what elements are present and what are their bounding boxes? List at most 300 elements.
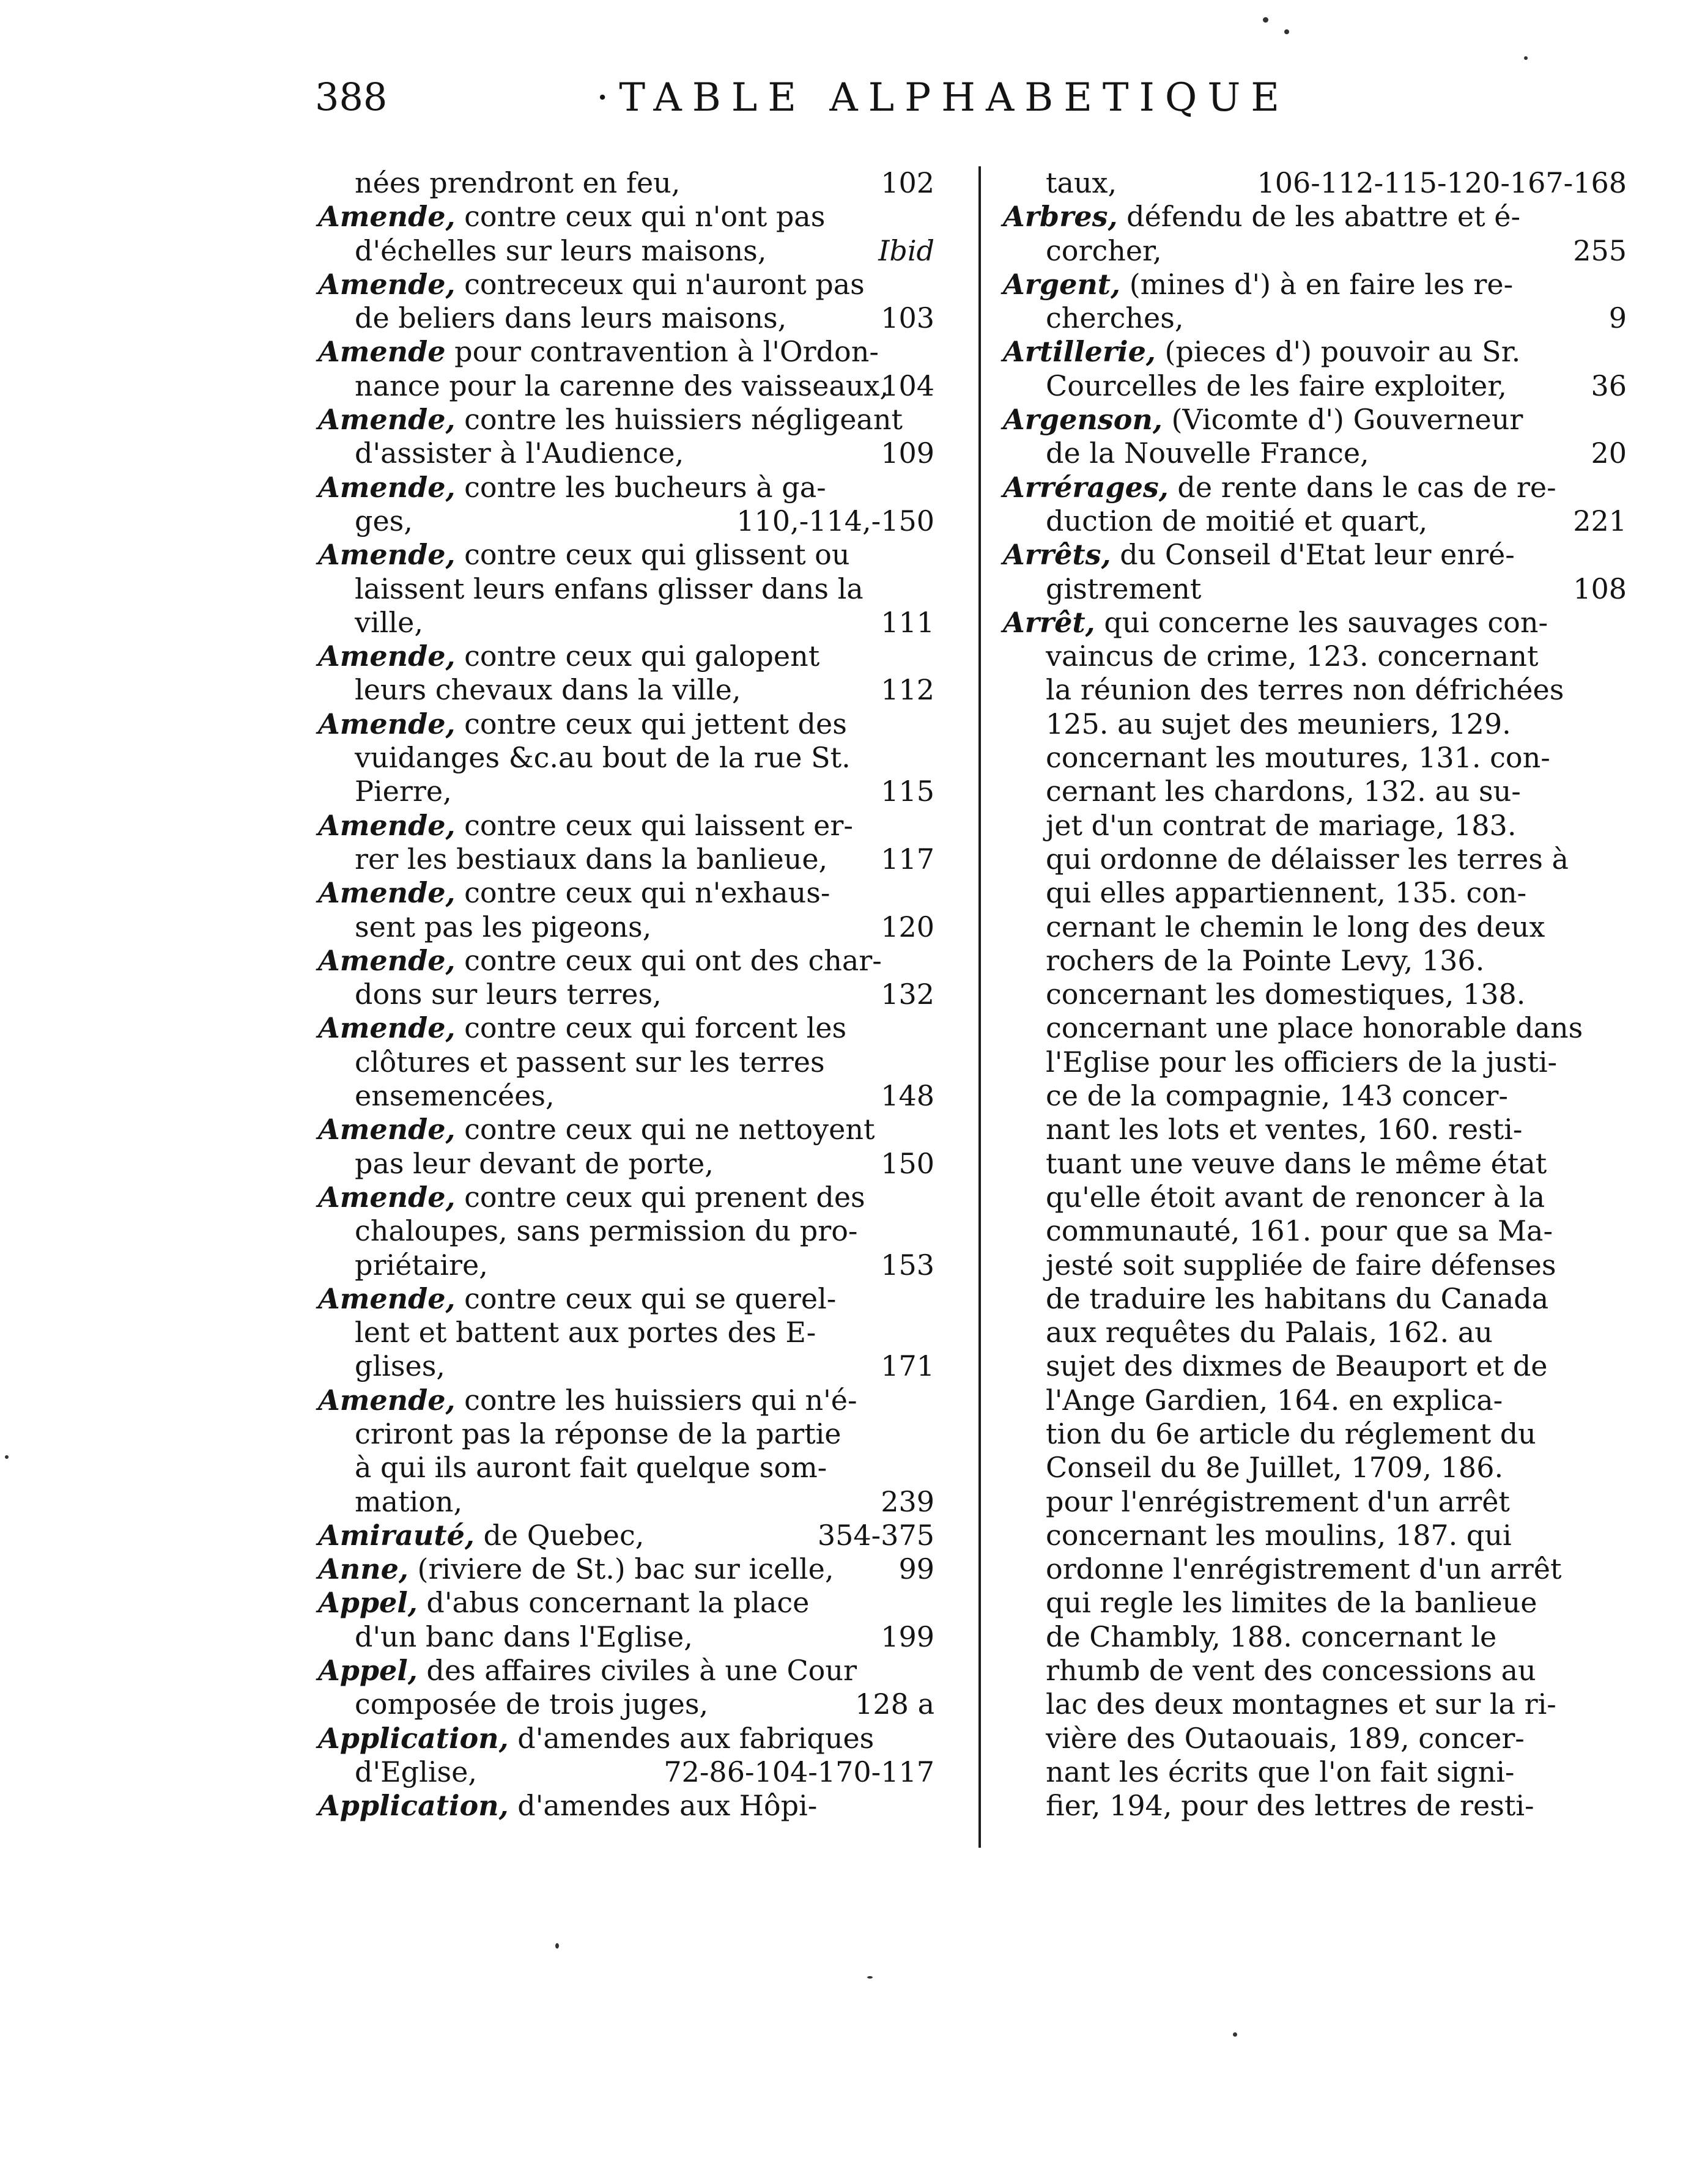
entry-text [1046, 369, 1507, 403]
index-line [318, 1011, 934, 1045]
entry-headword: Amende, [318, 640, 456, 673]
entry-description: Conseil du 8e Juillet, 1709, 186. [1046, 1451, 1504, 1485]
entry-description: taux, [1046, 166, 1117, 199]
index-line [1003, 1249, 1627, 1282]
entry-text [318, 1519, 644, 1552]
scan-speck [1524, 56, 1528, 60]
index-line [1003, 944, 1627, 978]
index-line [1003, 707, 1627, 741]
entry-text [355, 1620, 693, 1654]
entry-page-ref: 148 [881, 1079, 934, 1113]
entry-headword: Artillerie, [1003, 335, 1156, 369]
index-line [1003, 1722, 1627, 1755]
entry-page-ref: 106-112-115-120-167-168 [1257, 166, 1627, 199]
entry-text [1003, 335, 1520, 369]
entry-text [355, 504, 413, 538]
entry-text [355, 775, 452, 808]
entry-description: d'Eglise, [355, 1755, 477, 1788]
index-line [1003, 1384, 1627, 1417]
index-line [1003, 1519, 1627, 1552]
index-line [1003, 437, 1627, 470]
entry-headword: Argenson, [1003, 403, 1163, 437]
entry-description: gistrement [1046, 572, 1202, 605]
entry-text [355, 1079, 555, 1113]
index-line [318, 1079, 934, 1113]
entry-page-ref: 354-375 [817, 1518, 934, 1552]
entry-text [1046, 1586, 1537, 1620]
column-divider [978, 166, 981, 1848]
index-line [1003, 166, 1627, 200]
entry-headword: Argent, [1003, 267, 1121, 301]
entry-page-ref: 72-86-104-170-117 [664, 1755, 934, 1788]
entry-text [1046, 166, 1117, 200]
entry-headword: Arrêt, [1003, 605, 1095, 639]
entry-text [1046, 673, 1564, 707]
entry-description: ce de la compagnie, 143 concer- [1046, 1079, 1508, 1113]
entry-text [355, 978, 662, 1011]
entry-description: composée de trois juges, [355, 1688, 709, 1721]
entry-text [355, 572, 864, 606]
index-line [1003, 1485, 1627, 1519]
entry-description: contre ceux qui jettent des [455, 707, 847, 740]
index-line [318, 437, 934, 470]
entry-description: cernant les chardons, 132. au su- [1046, 775, 1521, 808]
scan-speck [1233, 2032, 1237, 2037]
entry-page-ref: 103 [881, 301, 934, 335]
index-line [1003, 673, 1627, 707]
index-line [318, 843, 934, 876]
scan-speck [1284, 29, 1289, 34]
index-line [1003, 843, 1627, 876]
index-line [1003, 775, 1627, 808]
index-line [1003, 1147, 1627, 1181]
scan-speck [1263, 17, 1268, 23]
entry-headword: Appel, [318, 1586, 418, 1620]
entry-page-ref: 115 [881, 775, 934, 808]
entry-text [355, 843, 827, 876]
entry-text [318, 1654, 857, 1688]
entry-text [355, 1214, 857, 1248]
entry-text [1046, 1417, 1536, 1451]
index-line [1003, 1011, 1627, 1045]
entry-description: concernant les moulins, 187. qui [1046, 1518, 1512, 1552]
entry-text [1046, 1282, 1548, 1316]
index-line [318, 775, 934, 808]
entry-text [1046, 1349, 1548, 1383]
entry-text [318, 1586, 809, 1620]
entry-description: (mines d') à en faire les re- [1120, 267, 1514, 301]
entry-text [318, 944, 882, 978]
scan-speck [5, 1455, 9, 1459]
entry-page-ref: 255 [1573, 234, 1627, 267]
entry-text [318, 1181, 865, 1214]
index-line [1003, 1079, 1627, 1113]
entry-description: criront pas la réponse de la partie [355, 1417, 841, 1450]
entry-page-ref: 110,-114,-150 [736, 504, 934, 537]
entry-headword: Amende, [318, 470, 456, 504]
entry-text [1046, 944, 1484, 978]
index-line [318, 944, 934, 978]
index-line [318, 1316, 934, 1349]
entry-text [1046, 1046, 1557, 1079]
entry-description: contre ceux qui se querel- [455, 1282, 837, 1315]
entry-description: de rente dans le cas de re- [1168, 470, 1556, 504]
entry-page-ref: 239 [881, 1485, 934, 1518]
entry-text [1046, 1384, 1503, 1417]
entry-headword: Amende, [318, 1383, 456, 1417]
index-line [318, 471, 934, 504]
entry-description: d'un banc dans l'Eglise, [355, 1620, 693, 1653]
entry-text [318, 335, 879, 369]
entry-text [1046, 1316, 1493, 1349]
index-line [1003, 1789, 1627, 1823]
entry-text [355, 673, 741, 707]
index-line [318, 1282, 934, 1316]
entry-headword: Amende, [318, 1180, 456, 1214]
entry-text [1046, 640, 1538, 673]
entry-headword: Amende, [318, 267, 456, 301]
index-line [1003, 471, 1627, 504]
index-line [318, 1586, 934, 1620]
entry-description: la réunion des terres non défrichées [1046, 673, 1564, 707]
entry-headword: Amende, [318, 808, 456, 842]
entry-text [1003, 200, 1520, 234]
entry-description: défendu de les abattre et é- [1117, 200, 1521, 234]
index-line [1003, 1620, 1627, 1654]
entry-page-ref: 171 [881, 1349, 934, 1383]
index-line [318, 1214, 934, 1248]
entry-description: pour l'enrégistrement d'un arrêt [1046, 1485, 1510, 1518]
index-line [1003, 910, 1627, 944]
index-line [1003, 335, 1627, 369]
entry-text [318, 1384, 857, 1417]
entry-description: cernant le chemin le long des deux [1046, 910, 1545, 943]
index-line [318, 978, 934, 1011]
entry-text [1046, 1214, 1553, 1248]
entry-text [355, 166, 680, 200]
index-line [318, 910, 934, 944]
entry-text [1046, 1688, 1556, 1721]
entry-text [318, 1011, 846, 1045]
entry-description: (Vicomte d') Gouverneur [1162, 403, 1523, 437]
entry-description: lent et battent aux portes des E- [355, 1316, 816, 1349]
entry-description: communauté, 161. pour que sa Ma- [1046, 1214, 1553, 1248]
entry-page-ref: 132 [881, 978, 934, 1011]
entry-text [318, 1282, 836, 1316]
entry-description: de la Nouvelle France, [1046, 437, 1369, 470]
entry-headword: Arrêts, [1003, 538, 1111, 572]
entry-description: qu'elle étoit avant de renoncer à la [1046, 1180, 1545, 1214]
entry-text [318, 403, 903, 437]
entry-text [1046, 843, 1569, 876]
index-line [318, 1147, 934, 1181]
entry-text [1046, 301, 1183, 335]
index-line [318, 1485, 934, 1519]
entry-description: nant les écrits que l'on fait signi- [1046, 1755, 1515, 1788]
entry-text [1046, 1755, 1514, 1789]
entry-description: (pieces d') pouvoir au Sr. [1155, 335, 1521, 369]
entry-description: leurs chevaux dans la ville, [355, 673, 741, 707]
entry-text [1046, 1789, 1534, 1823]
entry-headword: Amirauté, [318, 1518, 475, 1552]
index-line [318, 1046, 934, 1079]
entry-description: contre ceux qui glissent ou [455, 538, 850, 572]
entry-page-ref: 36 [1591, 369, 1627, 402]
index-line [318, 301, 934, 335]
index-line [318, 369, 934, 403]
left-column [318, 166, 934, 1823]
index-line [1003, 1113, 1627, 1146]
entry-text [318, 707, 847, 741]
index-line [318, 809, 934, 843]
entry-description: l'Ange Gardien, 164. en explica- [1046, 1383, 1503, 1417]
entry-description: vaincus de crime, 123. concernant [1046, 640, 1539, 673]
entry-headword: Amende [318, 335, 446, 369]
entry-description: d'échelles sur leurs maisons, [355, 234, 767, 267]
entry-description: concernant une place honorable dans [1046, 1011, 1583, 1045]
index-line [318, 1349, 934, 1383]
entry-text [355, 1485, 462, 1519]
entry-text [318, 538, 850, 572]
entry-description: nance pour la carenne des vaisseaux, [355, 369, 889, 402]
entry-headword: Amende, [318, 1113, 456, 1146]
index-line [1003, 1282, 1627, 1316]
entry-page-ref: 104 [881, 369, 934, 402]
entry-text [1046, 809, 1516, 843]
entry-text [1046, 775, 1521, 808]
index-line [1003, 403, 1627, 437]
entry-text [1046, 1181, 1545, 1214]
index-line [318, 1722, 934, 1755]
entry-page-ref: 120 [881, 910, 934, 943]
entry-text [318, 1113, 875, 1146]
entry-description: dons sur leurs terres, [355, 978, 662, 1011]
entry-page-ref: 108 [1573, 572, 1627, 605]
entry-text [318, 809, 853, 843]
entry-text [355, 1417, 841, 1451]
index-line [1003, 1552, 1627, 1586]
entry-description: contre ceux qui ont des char- [455, 943, 882, 977]
entry-text [1046, 1519, 1512, 1552]
entry-text [1003, 538, 1515, 572]
entry-description: ensemencées, [355, 1079, 555, 1113]
entry-text [318, 1789, 817, 1823]
entry-text [1046, 978, 1525, 1011]
entry-text [355, 1755, 477, 1789]
index-line [1003, 1586, 1627, 1620]
entry-description: concernant les moutures, 131. con- [1046, 741, 1550, 775]
entry-text [355, 1316, 816, 1349]
entry-description: d'assister à l'Audience, [355, 437, 684, 470]
index-line [1003, 268, 1627, 301]
entry-description: 125. au sujet des meuniers, 129. [1046, 707, 1511, 740]
entry-text [355, 1451, 827, 1485]
entry-text [318, 640, 819, 673]
entry-description: de beliers dans leurs maisons, [355, 301, 787, 335]
entry-description: contre les bucheurs à ga- [455, 470, 826, 504]
page-number: 388 [315, 75, 388, 119]
entry-text [355, 910, 651, 944]
entry-text [318, 268, 865, 301]
index-line [318, 1249, 934, 1282]
entry-description: Courcelles de les faire exploiter, [1046, 369, 1507, 402]
entry-description: des affaires civiles à une Cour [417, 1654, 857, 1688]
index-line [1003, 572, 1627, 606]
index-line [318, 1789, 934, 1823]
entry-description: qui regle les limites de la banlieue [1046, 1586, 1537, 1620]
entry-text [1046, 1654, 1536, 1688]
entry-description: ville, [355, 605, 423, 639]
entry-text [355, 1147, 714, 1181]
entry-text [355, 1046, 825, 1079]
entry-description: contre ceux qui n'ont pas [455, 200, 826, 234]
index-line [318, 1417, 934, 1451]
entry-description: vière des Outaouais, 189, concer- [1046, 1721, 1525, 1755]
index-line [1003, 1316, 1627, 1349]
entry-description: qui elles appartiennent, 135. con- [1046, 876, 1527, 910]
index-line [318, 876, 934, 910]
entry-description: cherches, [1046, 301, 1184, 335]
entry-description: de Quebec, [474, 1518, 645, 1552]
entry-description: contre les huissiers négligeant [455, 403, 903, 437]
entry-text [318, 1722, 874, 1755]
index-line [318, 504, 934, 538]
entry-page-ref: 20 [1591, 437, 1627, 470]
entry-description: glises, [355, 1349, 445, 1383]
index-line [318, 640, 934, 673]
scan-speck [867, 1976, 873, 1979]
entry-description: ges, [355, 504, 413, 537]
entry-text [355, 741, 851, 775]
entry-page-ref: 117 [881, 842, 934, 876]
entry-headword: Amende, [318, 403, 456, 437]
entry-text [355, 369, 889, 403]
entry-text [1046, 572, 1201, 606]
entry-page-ref: 221 [1573, 504, 1627, 537]
index-line [318, 707, 934, 741]
entry-headword: Amende, [318, 200, 456, 234]
entry-headword: Amende, [318, 943, 456, 977]
right-column [1003, 166, 1627, 1823]
entry-description: mation, [355, 1485, 463, 1518]
entry-text [355, 1249, 488, 1282]
index-line [1003, 301, 1627, 335]
index-line [1003, 1349, 1627, 1383]
entry-description: rer les bestiaux dans la banlieue, [355, 842, 828, 876]
entry-description: contre ceux qui prenent des [455, 1180, 865, 1214]
entry-headword: Arbres, [1003, 200, 1118, 234]
entry-text [355, 437, 684, 470]
entry-text [1046, 1485, 1510, 1519]
entry-page-ref: Ibid [878, 234, 934, 267]
index-line [318, 268, 934, 301]
index-line [318, 572, 934, 606]
index-line [318, 1552, 934, 1586]
entry-description: de Chambly, 188. concernant le [1046, 1620, 1497, 1653]
entry-text [1003, 403, 1523, 437]
entry-description: sujet des dixmes de Beauport et de [1046, 1349, 1548, 1383]
index-line [1003, 234, 1627, 268]
entry-text [1046, 1079, 1508, 1113]
entry-description: tuant une veuve dans le même état [1046, 1146, 1547, 1180]
index-line [318, 606, 934, 640]
entry-page-ref: 128 a [855, 1688, 934, 1721]
entry-description: contre ceux qui galopent [455, 640, 820, 673]
entry-text [1046, 437, 1369, 470]
index-line [1003, 741, 1627, 775]
index-line [318, 741, 934, 775]
entry-text [1046, 1011, 1583, 1045]
entry-description: tion du 6e article du réglement du [1046, 1417, 1536, 1450]
entry-description: contre les huissiers qui n'é- [455, 1383, 857, 1417]
entry-description: contreceux qui n'auront pas [455, 267, 865, 301]
entry-text [1046, 504, 1427, 538]
index-line [1003, 1046, 1627, 1079]
entry-text [1046, 1147, 1547, 1181]
entry-description: ordonne l'enrégistrement d'un arrêt [1046, 1552, 1562, 1586]
entry-text [1003, 268, 1513, 301]
entry-description: priétaire, [355, 1248, 488, 1282]
index-line [1003, 538, 1627, 572]
entry-text [1046, 1552, 1561, 1586]
entry-description: contre ceux qui laissent er- [455, 808, 853, 842]
entry-headword: Amende, [318, 1282, 456, 1315]
index-line [318, 1620, 934, 1654]
entry-description: laissent leurs enfans glisser dans la [355, 572, 864, 605]
entry-description: du Conseil d'Etat leur enré- [1111, 538, 1515, 572]
entry-page-ref: 99 [898, 1552, 934, 1586]
index-line [318, 1519, 934, 1552]
entry-text [318, 876, 830, 910]
index-line [1003, 200, 1627, 234]
entry-text [1046, 1451, 1503, 1485]
index-line [318, 538, 934, 572]
entry-description: duction de moitié et quart, [1046, 504, 1428, 537]
entry-text [355, 1349, 445, 1383]
index-line [318, 234, 934, 268]
entry-description: pour contravention à l'Ordon- [445, 335, 879, 369]
entry-description: à qui ils auront fait quelque som- [355, 1451, 827, 1485]
entry-page-ref: 112 [881, 673, 934, 707]
entry-text [1046, 1722, 1525, 1755]
entry-page-ref: 111 [881, 605, 934, 639]
index-line [318, 1755, 934, 1789]
index-line [318, 335, 934, 369]
index-line [318, 1654, 934, 1688]
entry-text [318, 1552, 834, 1586]
index-line [318, 166, 934, 200]
entry-text [355, 1688, 708, 1721]
entry-text [1046, 707, 1511, 741]
entry-headword: Amende, [318, 707, 456, 740]
entry-text [1046, 910, 1545, 944]
entry-description: vuidanges &c.au bout de la rue St. [355, 741, 851, 775]
index-line [1003, 504, 1627, 538]
entry-description: contre ceux qui n'exhaus- [455, 876, 830, 910]
entry-description: d'amendes aux fabriques [508, 1721, 875, 1755]
entry-text [355, 234, 766, 268]
index-line [318, 673, 934, 707]
entry-description: Pierre, [355, 775, 452, 808]
entry-description: rochers de la Pointe Levy, 136. [1046, 943, 1485, 977]
entry-description: d'amendes aux Hôpi- [508, 1789, 818, 1823]
index-line [1003, 978, 1627, 1011]
index-line [318, 200, 934, 234]
entry-description: aux requêtes du Palais, 162. au [1046, 1316, 1493, 1349]
index-line [1003, 1181, 1627, 1214]
entry-description: clôtures et passent sur les terres [355, 1045, 825, 1079]
entry-text [1003, 471, 1556, 504]
